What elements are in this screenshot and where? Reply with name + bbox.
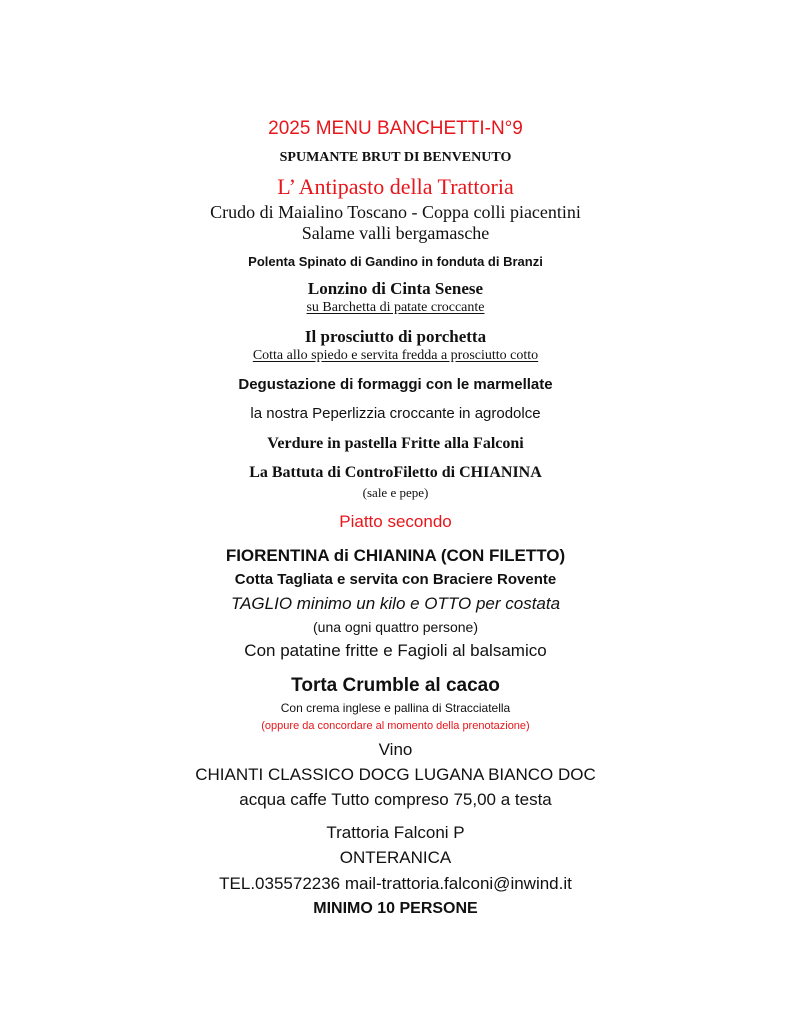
taglio-persons-note: (una ogni quattro persone) (313, 619, 478, 635)
antipasto-line-1: Crudo di Maialino Toscano - Coppa colli piacentini (210, 202, 581, 222)
fiorentina-note: Cotta Tagliata e servita con Braciere Rovente (234, 571, 557, 588)
peperlizzia-item: la nostra Peperlizzia croccante in agrodolce (250, 405, 541, 422)
dolce-item: Torta Crumble al cacao (291, 675, 500, 696)
verdure-item: Verdure in pastella Fritte alla Falconi (267, 435, 524, 452)
minimum-guests: MINIMO 10 PERSONE (313, 900, 478, 917)
restaurant-contact: TEL.035572236 mail-trattoria.falconi@inwind.it (219, 874, 572, 893)
price-line: acqua caffe Tutto compreso 75,00 a testa (239, 790, 552, 809)
battuta-item: La Battuta di ControFiletto di CHIANINA (249, 464, 542, 481)
lonzino-note: su Barchetta di patate croccante (306, 300, 485, 315)
taglio-note: TAGLIO minimo un kilo e OTTO per costata (230, 594, 561, 613)
fiorentina-item: FIORENTINA di CHIANINA (CON FILETTO) (225, 546, 566, 565)
wine-list: CHIANTI CLASSICO DOCG LUGANA BIANCO DOC (195, 765, 596, 784)
secondo-heading: Piatto secondo (339, 512, 452, 531)
menu-title: 2025 MENU BANCHETTI-N°9 (268, 118, 523, 139)
battuta-note: (sale e pepe) (362, 485, 429, 500)
dolce-alternative: (oppure da concordare al momento della prenotazione) (261, 720, 530, 732)
dolce-note: Con crema inglese e pallina di Stracciatella (280, 701, 511, 715)
polenta-item: Polenta Spinato di Gandino in fonduta di Branzi (248, 254, 543, 269)
antipasto-line-2: Salame valli bergamasche (301, 223, 490, 243)
formaggi-item: Degustazione di formaggi con le marmellate (238, 376, 553, 393)
restaurant-town: ONTERANICA (339, 848, 452, 867)
vino-heading: Vino (378, 740, 413, 759)
restaurant-name: Trattoria Falconi P (326, 823, 465, 842)
prosciutto-item: Il prosciutto di porchetta (304, 327, 487, 346)
prosciutto-note: Cotta allo spiedo e servita fredda a prosciutto cotto (252, 348, 539, 363)
welcome-drink: SPUMANTE BRUT DI BENVENUTO (279, 150, 512, 165)
antipasto-heading: L’ Antipasto della Trattoria (277, 174, 514, 199)
lonzino-item: Lonzino di Cinta Senese (307, 279, 484, 298)
contorno-item: Con patatine fritte e Fagioli al balsamico (244, 641, 547, 660)
